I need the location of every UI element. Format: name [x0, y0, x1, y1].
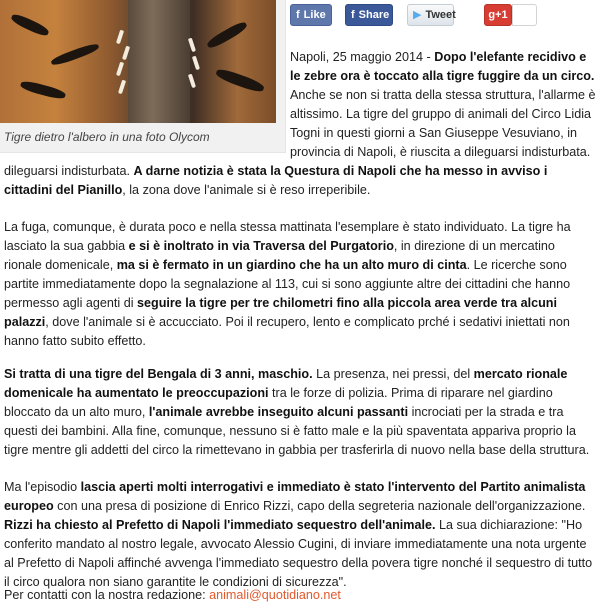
p3-bold: l'animale avrebbe inseguito alcuni passanti [148, 405, 409, 419]
intro-bold: A darne notizia è stata la Questura di Napoli che ha messo in avviso i cittadini del Pianillo [4, 164, 548, 197]
twitter-bird-icon: ▶ [413, 8, 422, 21]
tweet-button[interactable] [407, 4, 454, 26]
intro-text-end: , la zona dove l'animale si è reso irreperibile. [122, 183, 371, 197]
tiger-stripe [50, 42, 100, 68]
p4-text: La sua dichiarazione: "Ho conferito mandato al nostro legale, avvocato Alessio Cugini, di inviare immediatamente una nota urgente al Prefetto di Napoli affinché avvenga l'immediato sequestro della povera tigre nonché il sequestro di tutto il circo qualora non siano garantite le condizioni di sicurezza". [4, 518, 593, 589]
facebook-share-button[interactable] [345, 4, 393, 26]
like-label: Like [303, 8, 326, 21]
article-intro [290, 48, 596, 162]
google-plus-button[interactable] [484, 4, 512, 26]
article-intro-continued [4, 162, 596, 200]
email-link[interactable]: animali@quotidiano.net [209, 588, 341, 602]
p4-text: Ma l'episodio [4, 480, 81, 494]
p2-bold: seguire la tigre per tre chilometri fino alla piccola area verde tra alcuni palazzi [4, 296, 557, 329]
p2-text: La fuga, comunque, è durata poco e nella stessa mattinata l'esemplare è stato individuato. La tigre ha lasciato la sua gabbia [4, 220, 571, 253]
tweet-label: Tweet [425, 8, 456, 21]
share-label: Share [358, 8, 390, 21]
p3-text: La presenza, nei pressi, del [312, 367, 474, 381]
p3-text: incrociati per la strada e tra questi dei bambini. Alla fine, comunque, nessuno si è fatto male e la più spaventata appariva proprio la tigre mentre gli addetti del circo la rimettevano in gabbia per trasferirla di nuovo nella base della struttura. [4, 405, 590, 457]
tiger-stripe [19, 79, 66, 101]
claw [192, 56, 200, 71]
google-plus-icon: g+1 [488, 8, 508, 21]
tiger-stripe [215, 67, 266, 94]
paragraph-2 [4, 218, 596, 351]
p2-text: , dove l'animale si è accucciato. Poi il recupero, lento e complicato prché i sedativi iniettati non hanno fatto subito effetto. [4, 315, 570, 348]
photo-caption: Tigre dietro l'albero in una foto Olycom [4, 130, 210, 144]
claw [116, 30, 124, 45]
intro-text: Anche se non si tratta della stessa struttura, l'allarme è altissimo. La tigre del gruppo di animali del Circo Lidia Togni in questi giorni a San Giuseppe Vesuviano, in provincia di Napoli, è riuscita a dileguarsi indisturbata. [290, 88, 596, 159]
facebook-icon: f [296, 8, 300, 21]
facebook-icon: f [351, 8, 355, 21]
tree-trunk [128, 0, 190, 123]
p3-bold: Si tratta di una tigre del Bengala di 3 anni, maschio. [4, 367, 313, 381]
p2-text: . Le ricerche sono partite immediatamente dopo la segnalazione al 113, cui si sono aggiunte altre dei cittadini che hanno permesso agli agenti di [4, 258, 571, 310]
paragraph-3 [4, 365, 596, 460]
intro-headline: Dopo l'elefante recidivo e le zebre ora è toccato alla tigre fuggire da un circo. [290, 50, 595, 83]
dateline: Napoli, 25 maggio 2014 - [290, 50, 435, 64]
p3-bold: mercato rionale domenicale ha aumentato le preoccupazioni [4, 367, 568, 400]
p4-bold: lascia aperti molti interrogativi e immediato è stato l'intervento del Partito animalista europeo [4, 480, 586, 513]
paragraph-4 [4, 478, 596, 592]
google-plus-count [512, 4, 537, 26]
contact-line [4, 586, 596, 605]
facebook-like-button[interactable] [290, 4, 332, 26]
article-photo-box [0, 0, 286, 153]
claw [118, 80, 126, 95]
p2-bold: e si è inoltrato in via Traversa del Purgatorio [128, 239, 394, 253]
p2-text: , in direzione di un mercatino rionale domenicale, [4, 239, 555, 272]
p4-bold: Rizzi ha chiesto al Prefetto di Napoli l'immediato sequestro dell'animale. [4, 518, 436, 532]
p2-bold: ma si è fermato in un giardino che ha un alto muro di cinta [116, 258, 467, 272]
tiger-stripe [205, 20, 248, 51]
tiger-stripe [10, 12, 50, 38]
intro-text-cont: dileguarsi indisturbata. [4, 164, 134, 178]
p4-text: con una presa di posizione di Enrico Rizzi, capo della segreteria nazionale dell'organizzazione. [53, 499, 586, 513]
claw [116, 62, 124, 77]
contact-label: Per contatti con la nostra redazione: [4, 588, 210, 602]
tiger-photo[interactable] [0, 0, 276, 123]
p3-text: tra le forze di polizia. Prima di riparare nel giardino bloccato da un alto muro, [4, 386, 553, 419]
